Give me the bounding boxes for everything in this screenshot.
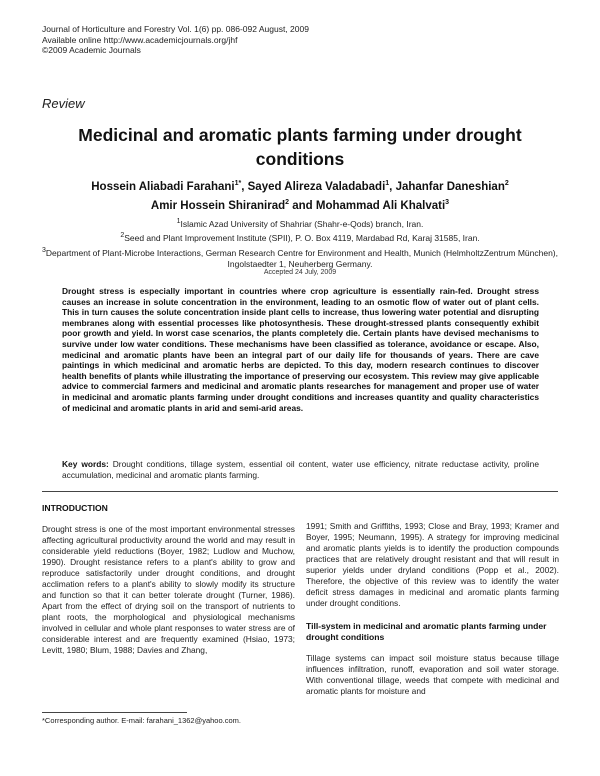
corresponding-author-footnote: *Corresponding author. E-mail: farahani_1362@yahoo.com. [42, 716, 241, 725]
introduction-paragraph-continued: 1991; Smith and Griffiths, 1993; Close and Bray, 1993; Kramer and Boyer, 1995; Neumann, 1995). A strategy for improving medicinal and aromatic plants yields is to identify the production compounds practices that are relatively drought resistant and that will result in superior yields under dryland conditions (Popp et al., 2002). Therefore, the objective of this review was to identify the water deficit stress damages in medicinal and aromatic plants farming under drought conditions. [306, 521, 559, 608]
affiliation-mark: 1 [176, 218, 181, 225]
author-affiliation-mark: 2 [504, 180, 509, 187]
journal-header [42, 24, 309, 56]
article-type: Review [42, 96, 85, 111]
affiliation [40, 216, 560, 230]
author-and: and [289, 199, 316, 212]
author-name: Mohammad Ali Khalvati [315, 199, 446, 212]
author-name: Hossein Aliabadi Farahani [91, 180, 235, 193]
paper-title: Medicinal and aromatic plants farming under drought conditions [78, 125, 522, 169]
affiliation-mark: 2 [120, 232, 125, 240]
journal-citation: Journal of Horticulture and Forestry Vol. 1(6) pp. 086-092 August, 2009 [42, 24, 309, 34]
keywords-text: Drought conditions, tillage system, essential oil content, water use efficiency, nitrate reductase activity, proline accumulation, medicinal and aromatic plants farming. [62, 459, 539, 480]
affiliation-text: Department of Plant-Microbe Interactions, German Research Centre for Environment and Health, Munich (HelmholtzZentrum München), Ingolstaedter 1, Neuherberg Germany. [45, 247, 558, 269]
keywords-label: Key words: [62, 459, 109, 469]
author-affiliation-mark: 1 [385, 180, 390, 187]
affiliation-text: Islamic Azad University of Shahriar (Shahr-e-Qods) branch, Iran. [180, 218, 424, 229]
footnote-divider [42, 712, 187, 713]
affiliation [40, 230, 560, 244]
abstract: Drought stress is especially important in countries where crop agriculture is essentially rain-fed. Drought stress causes an increase in solute concentration in the environment, leading to an osmotic flow of water out of plant cells. This in turn causes the solute concentration inside plant cells to increase, thus lowering water potential and disrupting membranes along with essential processes like photosynthesis. These drought-stressed plants consequently exhibit poor growth and yield. In worst case scenarios, the plants completely die. Certain plants have devised mechanisms to survive under low water conditions. These mechanisms have been classified as tolerance, avoidance or escape. Also, medicinal and aromatic plants have been an integral part of our daily life for thousands of years. There are cave paintings in which medicinal and aromatic herbs are depicted. To this day, modern research continues to discover health benefits of plants while illustrating the importance of preserving our ecosystem. This review may give applicable advice to commercial farmers and medicinal and aromatic plants researches for management and proper use of water in medicinal and aromatic plants farming under drought conditions and increases quantity and quality characteristics of medicinal and aromatic plants in arid and semi-arid areas. [62, 286, 539, 413]
right-column [306, 521, 559, 697]
author-name: Amir Hossein Shiranirad [150, 199, 286, 212]
author-affiliation-mark: 3 [445, 198, 450, 206]
author-name: Jahanfar Daneshian [395, 180, 505, 193]
author-separator: , [241, 180, 248, 193]
introduction-heading: INTRODUCTION [42, 503, 108, 513]
journal-copyright: ©2009 Academic Journals [42, 45, 141, 55]
journal-url: Available online http://www.academicjournals.org/jhf [42, 34, 238, 45]
affiliation-text: Seed and Plant Improvement Institute (SPII), P. O. Box 4119, Mardabad Rd, Karaj 31585, Iran. [124, 233, 480, 244]
tillage-paragraph: Tillage systems can impact soil moisture status because tillage influences infiltration, runoff, evaporation and soil water storage. With conventional tillage, weeds that compete with medicinal and aromatic plants for moisture and [306, 653, 559, 696]
author-list [40, 176, 560, 214]
author-name: Sayed Alireza Valadabadi [247, 180, 386, 193]
author-affiliation-mark: 2 [285, 198, 290, 206]
author-affiliation-mark: 1* [234, 180, 242, 187]
section-divider [42, 491, 558, 492]
accepted-date: Accepted 24 July, 2009 [263, 269, 337, 276]
keywords [62, 459, 539, 481]
tillage-heading: Till-system in medicinal and aromatic plants farming under drought conditions [306, 621, 547, 642]
left-column [42, 503, 295, 656]
affiliation [40, 245, 560, 271]
author-separator: , [389, 180, 396, 193]
affiliation-mark: 3 [41, 246, 46, 254]
introduction-paragraph: Drought stress is one of the most important environmental stresses affecting agricultural productivity around the world and may result in considerable yield reductions (Boyer, 1982; Ludlow and Muchow, 1990). Drought resistance refers to a plant's ability to grow and reproduce satisfactorily under drought conditions, and drought acclimation refers to a plant's ability to slowly modify its structure and function so that it can better tolerate drought (Turner, 1986). Apart from the effect of drying soil on the transport of nutrients to plant roots, the morphological and physiological mechanisms involved in cellular and whole plant responses to water stress are of considerable interest and are frequently examined (Hsiao, 1973; Levitt, 1980; Blum, 1988; Davies and Zhang, [42, 524, 295, 655]
affiliations [40, 216, 560, 270]
